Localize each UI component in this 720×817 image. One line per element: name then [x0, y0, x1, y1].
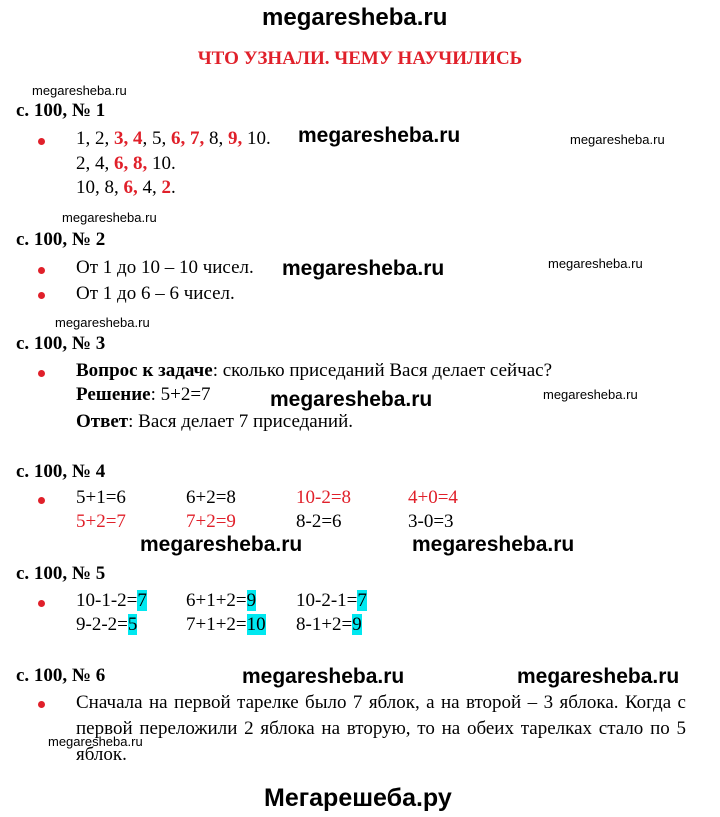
section-heading-1: с. 100, № 1	[16, 100, 106, 121]
watermark-top: megaresheba.ru	[262, 4, 448, 31]
watermark-small: megaresheba.ru	[548, 256, 643, 271]
ex4-item: 10-2=8	[296, 487, 352, 508]
ex3-answer: Ответ: Вася делает 7 приседаний.	[76, 411, 353, 432]
ex4-item: 6+2=8	[186, 487, 236, 508]
ex4-item: 5+2=7	[76, 511, 126, 532]
watermark-big: megaresheba.ru	[242, 665, 405, 688]
section-heading-3: с. 100, № 3	[16, 333, 106, 354]
ex4-item: 3-0=3	[408, 511, 454, 532]
ex2-line-1: От 1 до 10 – 10 чисел.	[76, 257, 254, 278]
ex3-solution: Решение: 5+2=7	[76, 384, 211, 405]
bullet-icon	[38, 292, 45, 299]
watermark-big: megaresheba.ru	[517, 665, 680, 688]
page-title: ЧТО УЗНАЛИ. ЧЕМУ НАУЧИЛИСЬ	[197, 48, 523, 69]
watermark-small: megaresheba.ru	[543, 387, 638, 402]
bullet-icon	[38, 267, 45, 274]
section-heading-5: с. 100, № 5	[16, 563, 106, 584]
watermark-big: megaresheba.ru	[140, 533, 303, 556]
ex4-item: 4+0=4	[408, 487, 458, 508]
ex1-row-3: 10, 8, 6, 4, 2.	[76, 177, 176, 198]
watermark-bottom: Мегарешеба.ру	[264, 784, 452, 812]
bullet-icon	[38, 138, 45, 145]
ex5-item: 9-2-2=5	[76, 614, 138, 635]
section-heading-6: с. 100, № 6	[16, 665, 106, 686]
ex5-item: 6+1+2=9	[186, 590, 257, 611]
ex5-item: 8-1+2=9	[296, 614, 362, 635]
ex3-question: Вопрос к задаче: сколько приседаний Вася делает сейчас?	[76, 360, 553, 381]
section-heading-2: с. 100, № 2	[16, 229, 106, 250]
ex4-item: 7+2=9	[186, 511, 236, 532]
watermark-small: megaresheba.ru	[32, 83, 127, 98]
watermark-big: megaresheba.ru	[412, 533, 575, 556]
ex4-item: 5+1=6	[76, 487, 126, 508]
ex4-item: 8-2=6	[296, 511, 342, 532]
ex2-line-2: От 1 до 6 – 6 чисел.	[76, 283, 235, 304]
watermark-small: megaresheba.ru	[62, 210, 157, 225]
watermark-big: megaresheba.ru	[270, 388, 433, 411]
bullet-icon	[38, 370, 45, 377]
watermark-big: megaresheba.ru	[298, 124, 461, 147]
ex1-row-1: 1, 2, 3, 4, 5, 6, 7, 8, 9, 10.	[76, 128, 271, 149]
ex5-item: 7+1+2=10	[186, 614, 266, 635]
section-heading-4: с. 100, № 4	[16, 461, 106, 482]
ex6-paragraph: Сначала на первой тарелке было 7 яблок, а на второй – 3 яблока. Когда с первой переложили 2 яблока на вторую, то на обеих тарелках стало по 5 яблок.	[76, 692, 686, 765]
watermark-big: megaresheba.ru	[282, 257, 445, 280]
watermark-small: megaresheba.ru	[48, 734, 143, 749]
watermark-small: megaresheba.ru	[55, 315, 150, 330]
watermark-small: megaresheba.ru	[570, 132, 665, 147]
ex5-item: 10-2-1=7	[296, 590, 367, 611]
ex1-row-2: 2, 4, 6, 8, 10.	[76, 153, 176, 174]
bullet-icon	[38, 701, 45, 708]
bullet-icon	[38, 497, 45, 504]
ex5-item: 10-1-2=7	[76, 590, 147, 611]
bullet-icon	[38, 600, 45, 607]
